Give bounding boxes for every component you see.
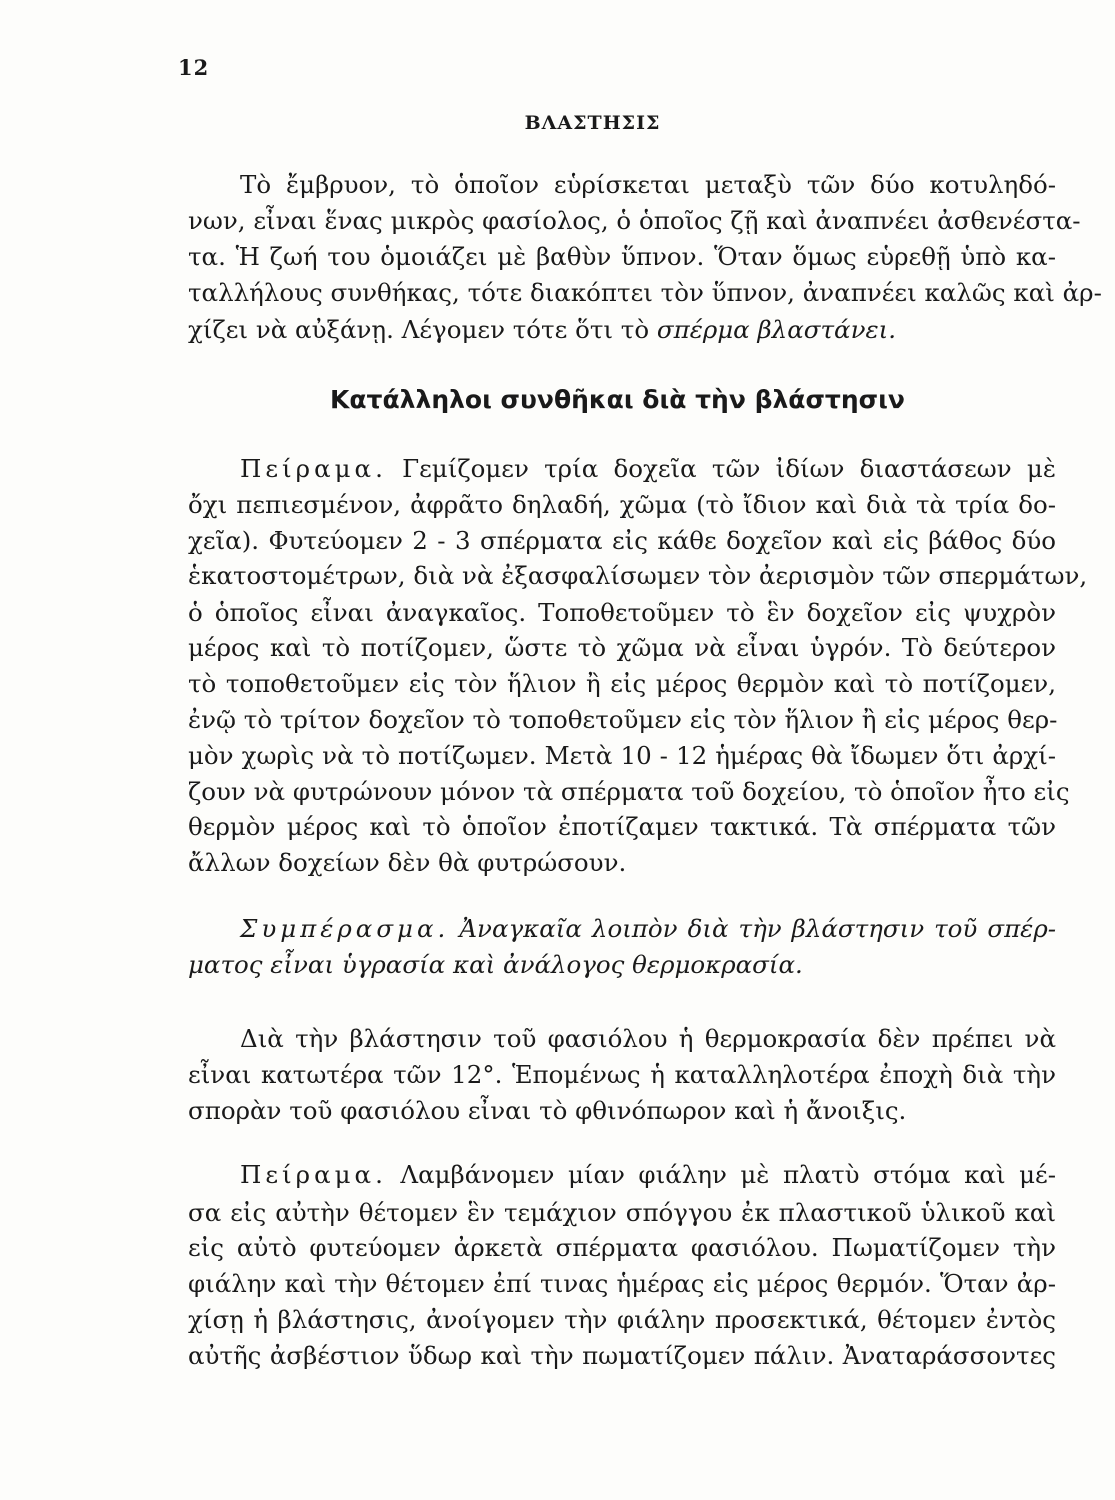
text-run: Γεμίζομεν τρία δοχεῖα τῶν ἰδίων διαστάσεων μὲ	[386, 454, 1056, 483]
text-line: ζουν νὰ φυτρώνουν μόνον τὰ σπέρματα τοῦ δοχείου, τὸ ὁποῖον ἦτο εἰς	[188, 777, 1070, 806]
text-line: θερμὸν μέρος καὶ τὸ ὁποῖον ἐποτίζαμεν τακτικά. Τὰ σπέρματα τῶν	[188, 812, 1056, 841]
page-number: 12	[178, 55, 210, 80]
text-line: ἐνῷ τὸ τρίτον δοχεῖον τὸ τοποθετοῦμεν εἰς τὸν ἥλιον ἢ εἰς μέρος θερ-	[188, 705, 1058, 734]
text-line: σπορὰν τοῦ φασιόλου εἶναι τὸ φθινόπωρον καὶ ἡ ἄνοιξις.	[188, 1096, 907, 1125]
text-line: μὸν χωρὶς νὰ τὸ ποτίζωμεν. Μετὰ 10 - 12 ἡμέρας θὰ ἴδωμεν ὅτι ἀρχί-	[188, 741, 1056, 770]
text-line: ἑκατοστομέτρων, διὰ νὰ ἐξασφαλίσωμεν τὸν ἀερισμὸν τῶν σπερμάτων,	[188, 561, 1088, 590]
text-line: ταλλήλους συνθήκας, τότε διακόπτει τὸν ὕπνον, ἀναπνέει καλῶς καὶ ἀρ-	[188, 278, 1102, 307]
experiment-label: Πείραμα.	[240, 1160, 387, 1189]
text-line: μέρος καὶ τὸ ποτίζομεν, ὥστε τὸ χῶμα νὰ εἶναι ὑγρόν. Τὸ δεύτερον	[188, 633, 1056, 662]
conclusion-label: Συμπέρασμα.	[240, 914, 450, 943]
text-run: χίζει νὰ αὐξάνῃ. Λέγομεν τότε ὅτι τὸ	[188, 315, 657, 344]
experiment-label: Πείραμα.	[240, 454, 387, 483]
text-line	[188, 1158, 1056, 1192]
text-line: ἄλλων δοχείων δὲν θὰ φυτρώσουν.	[188, 848, 627, 877]
text-line	[188, 452, 1056, 486]
subsection-title: Κατάλληλοι συνθῆκαι διὰ τὴν βλάστησιν	[330, 385, 905, 414]
text-line: νων, εἶναι ἕνας μικρὸς φασίολος, ὁ ὁποῖος ζῇ καὶ ἀναπνέει ἀσθενέστα-	[188, 206, 1081, 235]
text-line: εἰς αὐτὸ φυτεύομεν ἀρκετὰ σπέρματα φασιόλου. Πωματίζομεν τὴν	[188, 1233, 1056, 1262]
text-run: Λαμβάνομεν μίαν φιάλην μὲ πλατὺ στόμα καὶ μέ-	[386, 1160, 1056, 1189]
section-title: ΒΛΑΣΤΗΣΙΣ	[524, 112, 661, 134]
text-line: Τὸ ἔμβρυον, τὸ ὁποῖον εὑρίσκεται μεταξὺ τῶν δύο κοτυληδό-	[240, 170, 1056, 199]
text-line: εἶναι κατωτέρα τῶν 12°. Ἑπομένως ἡ καταλληλοτέρα ἐποχὴ διὰ τὴν	[188, 1060, 1056, 1089]
text-line: Διὰ τὴν βλάστησιν τοῦ φασιόλου ἡ θερμοκρασία δὲν πρέπει νὰ	[240, 1024, 1056, 1053]
text-line: ματος εἶναι ὑγρασία καὶ ἀνάλογος θερμοκρασία.	[188, 950, 803, 979]
emphasis-text: σπέρμα βλαστάνει.	[656, 315, 897, 344]
text-line: τὸ τοποθετοῦμεν εἰς τὸν ἥλιον ἢ εἰς μέρος θερμὸν καὶ τὸ ποτίζομεν,	[188, 669, 1056, 698]
text-run: Ἀναγκαῖα λοιπὸν διὰ τὴν βλάστησιν τοῦ σπέρ-	[449, 914, 1056, 943]
text-line: τα. Ἡ ζωή του ὁμοιάζει μὲ βαθὺν ὕπνον. Ὅταν ὅμως εὑρεθῇ ὑπὸ κα-	[188, 242, 1056, 271]
text-line: χεῖα). Φυτεύομεν 2 - 3 σπέρματα εἰς κάθε δοχεῖον καὶ εἰς βάθος δύο	[188, 526, 1056, 555]
text-line: φιάλην καὶ τὴν θέτομεν ἐπί τινας ἡμέρας εἰς μέρος θερμόν. Ὅταν ἀρ-	[188, 1269, 1056, 1298]
text-line	[188, 313, 1056, 347]
text-line	[188, 912, 1056, 946]
text-line: ὁ ὁποῖος εἶναι ἀναγκαῖος. Τοποθετοῦμεν τὸ ἓν δοχεῖον εἰς ψυχρὸν	[188, 598, 1056, 627]
text-line: χίσῃ ἡ βλάστησις, ἀνοίγομεν τὴν φιάλην προσεκτικά, θέτομεν ἐντὸς	[188, 1305, 1056, 1334]
text-line: σα εἰς αὐτὴν θέτομεν ἓν τεμάχιον σπόγγου ἐκ πλαστικοῦ ὑλικοῦ καὶ	[188, 1198, 1056, 1227]
text-line: ὄχι πεπιεσμένον, ἀφρᾶτο δηλαδή, χῶμα (τὸ ἴδιον καὶ διὰ τὰ τρία δο-	[188, 490, 1056, 519]
text-line: αὐτῆς ἀσβέστιον ὕδωρ καὶ τὴν πωματίζομεν πάλιν. Ἀναταράσσοντες	[188, 1341, 1056, 1370]
